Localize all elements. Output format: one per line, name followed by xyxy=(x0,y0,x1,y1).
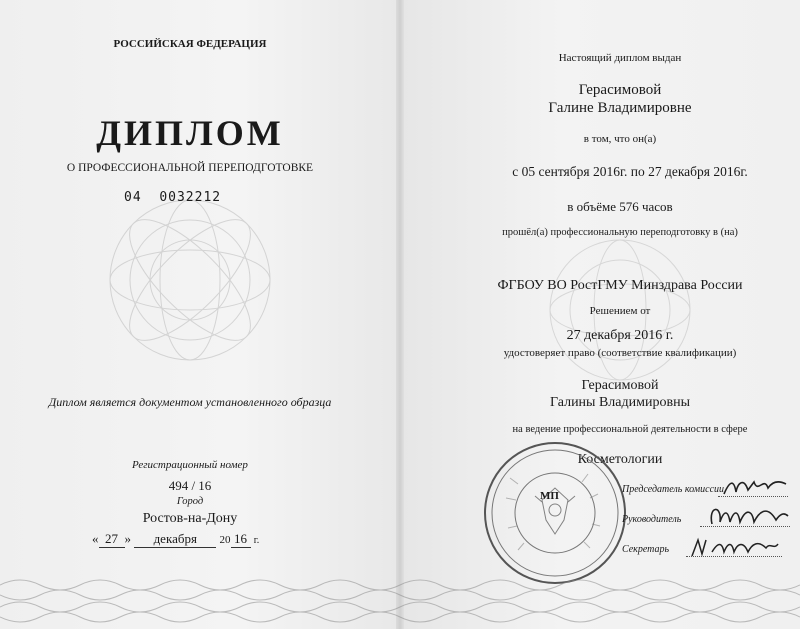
registration-label: Регистрационный номер xyxy=(132,459,248,471)
series: 04 xyxy=(124,190,142,205)
decision-date: 27 декабря 2016 г. xyxy=(566,328,674,343)
organization: ФГБОУ ВО РостГМУ Минздрава России xyxy=(497,278,743,293)
registration-number: 494 / 16 xyxy=(168,478,212,493)
decision-label: Решением от xyxy=(589,305,651,317)
holder-surname-genitive: Герасимовой xyxy=(581,378,659,393)
date-year-suffix: 16 xyxy=(231,531,251,548)
stamp-label: МП xyxy=(540,490,559,502)
date-year-prefix: 20 xyxy=(219,534,231,546)
city-value: Ростов-на-Дону xyxy=(142,511,238,526)
city-label: Город xyxy=(176,496,204,507)
passed-label: прошёл(а) профессиональную переподготовку в (на) xyxy=(502,227,738,238)
activity-label: на ведение профессиональной деятельности в сфере xyxy=(512,424,748,435)
date-g: г. xyxy=(253,535,260,546)
study-hours: в объёме 576 часов xyxy=(567,199,673,214)
diploma-subtitle: О ПРОФЕССИОНАЛЬНОЙ ПЕРЕПОДГОТОВКЕ xyxy=(66,162,314,174)
commission-chair-label: Председатель комиссии xyxy=(622,484,725,495)
recipient-name-dative: Галине Владимировне xyxy=(548,100,692,116)
holder-name-genitive: Галины Владимировны xyxy=(550,395,690,410)
head-label: Руководитель xyxy=(622,514,682,525)
right-page xyxy=(400,0,800,629)
diploma-series-number xyxy=(124,190,264,205)
diploma-title: ДИПЛОМ xyxy=(96,113,284,153)
date-month: декабря xyxy=(134,531,216,548)
secretary-signature xyxy=(688,530,780,562)
head-signature xyxy=(706,500,790,532)
decorative-border xyxy=(0,575,800,623)
commission-signature xyxy=(720,472,790,502)
date-day: 27 xyxy=(99,531,125,548)
issued-to-label: Настоящий диплом выдан xyxy=(558,52,682,64)
country-label: РОССИЙСКАЯ ФЕДЕРАЦИЯ xyxy=(113,38,267,50)
secretary-label: Секретарь xyxy=(622,544,670,555)
issue-date: « 27 » декабря 20 16 г. xyxy=(92,531,260,546)
number: 0032212 xyxy=(159,190,222,205)
specialty: Косметологии xyxy=(577,452,663,467)
study-period: с 05 сентября 2016г. по 27 декабря 2016г. xyxy=(512,164,748,179)
center-fold xyxy=(396,0,404,629)
recipient-surname-dative: Герасимовой xyxy=(578,82,662,98)
guilloche-rosette xyxy=(100,190,280,370)
that-label: в том, что он(а) xyxy=(583,133,657,145)
certifies-label: удостоверяет право (соответствие квалификации) xyxy=(503,347,737,359)
official-stamp xyxy=(480,438,630,588)
document-note: Диплом является документом установленного образца xyxy=(48,395,332,409)
